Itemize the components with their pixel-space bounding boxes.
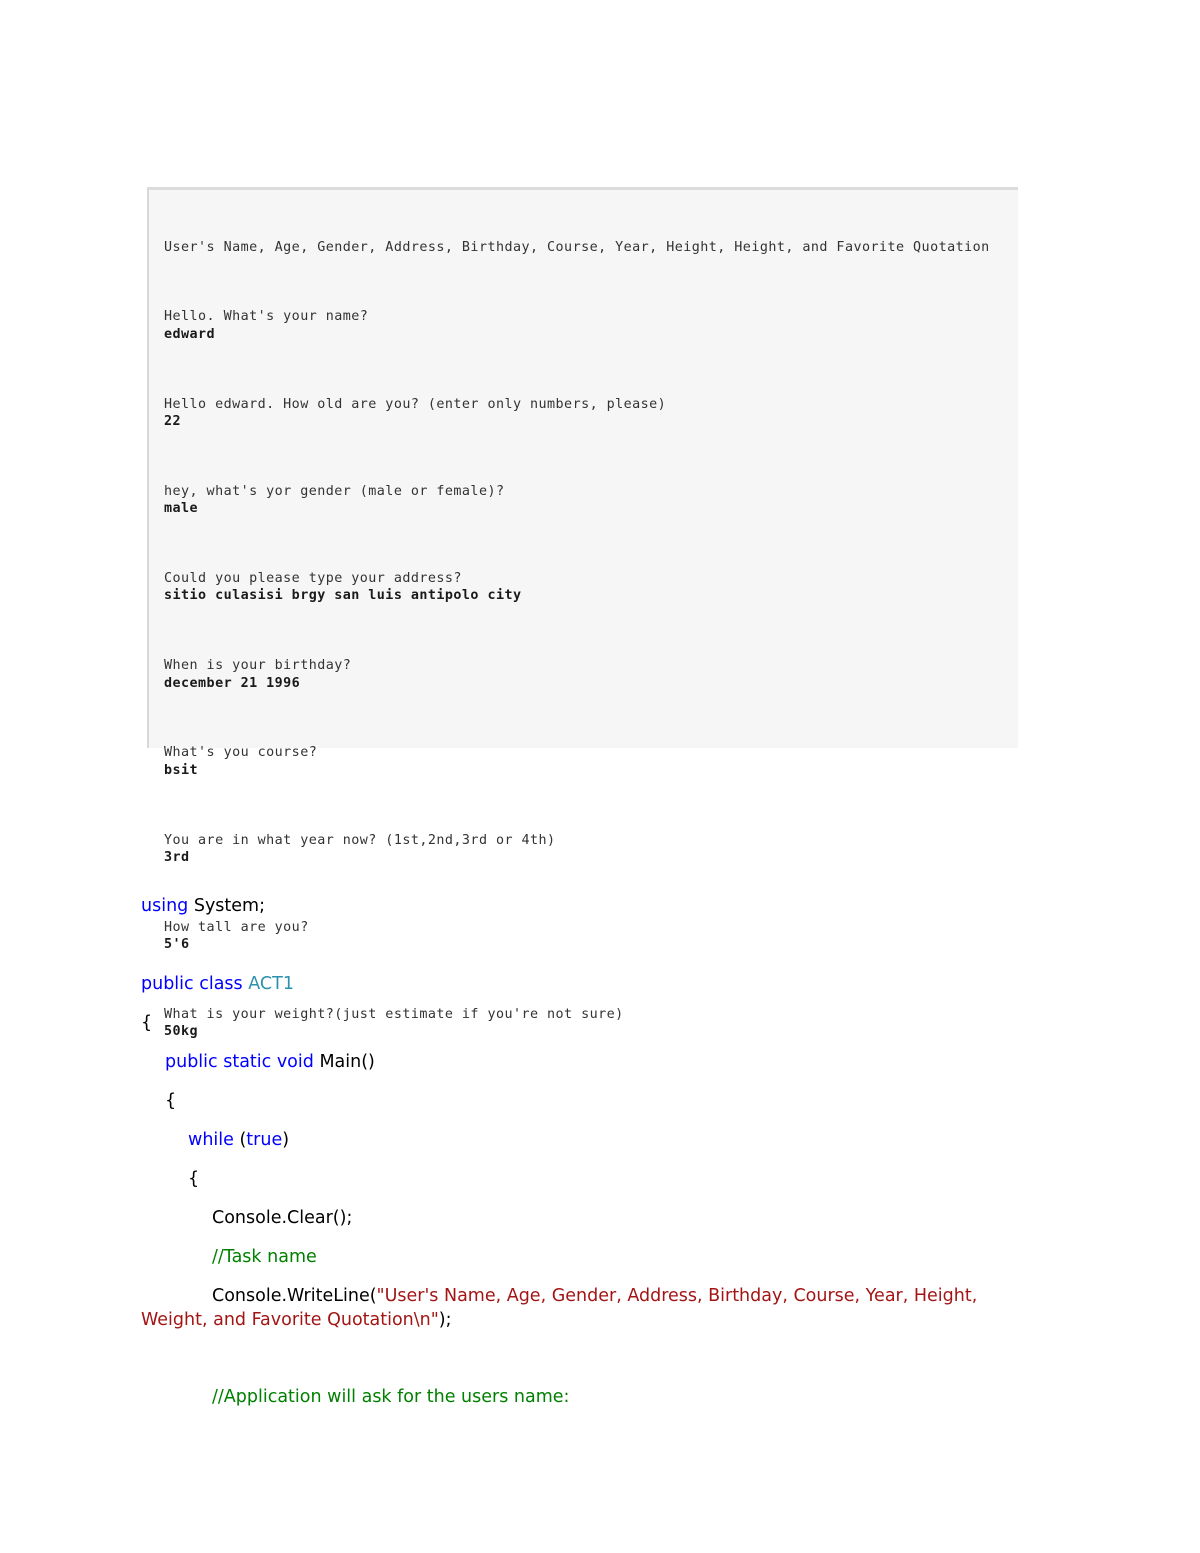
console-exchange bbox=[164, 396, 1008, 431]
console-exchange bbox=[164, 1006, 1008, 1041]
console-prompt: You are in what year now? (1st,2nd,3rd or 4th) bbox=[164, 832, 556, 848]
console-answer: 22 bbox=[164, 413, 182, 429]
console-exchange bbox=[164, 919, 1008, 954]
console-text bbox=[164, 204, 1008, 1093]
console-exchange bbox=[164, 570, 1008, 605]
code-line-using: using System; bbox=[141, 896, 265, 916]
console-answer: male bbox=[164, 501, 199, 517]
console-prompt: What is your weight?(just estimate if you're not sure) bbox=[164, 1006, 624, 1022]
console-exchange bbox=[164, 744, 1008, 779]
console-answer: bsit bbox=[164, 762, 199, 778]
code-line-writeline: Console.WriteLine("User's Name, Age, Gender, Address, Birthday, Course, Year, Height, Weight, and Favorite Quotation\n"); bbox=[141, 1286, 978, 1330]
console-title: User's Name, Age, Gender, Address, Birthday, Course, Year, Height, Height, and Favorite Quotation bbox=[164, 239, 990, 255]
console-answer: 5'6 bbox=[164, 937, 190, 953]
console-answer: edward bbox=[164, 326, 216, 342]
console-prompt: When is your birthday? bbox=[164, 658, 352, 674]
console-prompt: Hello edward. How old are you? (enter only numbers, please) bbox=[164, 396, 667, 412]
code-line-brace: { bbox=[188, 1169, 200, 1189]
console-prompt: Hello. What's your name? bbox=[164, 309, 369, 325]
console-answer: december 21 1996 bbox=[164, 675, 301, 691]
code-line-comment-task: //Task name bbox=[212, 1247, 317, 1267]
console-answer: 50kg bbox=[164, 1024, 199, 1040]
console-exchange bbox=[164, 657, 1008, 692]
console-answer: sitio culasisi brgy san luis antipolo city bbox=[164, 588, 522, 604]
code-line-while: while (true) bbox=[188, 1130, 290, 1150]
code-line-brace: { bbox=[141, 1013, 153, 1033]
console-prompt: What's you course? bbox=[164, 745, 318, 761]
console-exchange bbox=[164, 483, 1008, 518]
console-answer: 3rd bbox=[164, 849, 190, 865]
console-prompt: Could you please type your address? bbox=[164, 571, 462, 587]
code-line-brace: { bbox=[165, 1091, 177, 1111]
console-prompt: How tall are you? bbox=[164, 919, 309, 935]
code-line-class: public class ACT1 bbox=[141, 974, 294, 994]
console-exchange bbox=[164, 308, 1008, 343]
code-line-comment-app: //Application will ask for the users name: bbox=[212, 1387, 570, 1407]
code-line-clear: Console.Clear(); bbox=[212, 1208, 353, 1228]
code-line-main: public static void Main() bbox=[165, 1052, 375, 1072]
console-exchange bbox=[164, 832, 1008, 867]
console-prompt: hey, what's yor gender (male or female)? bbox=[164, 483, 505, 499]
